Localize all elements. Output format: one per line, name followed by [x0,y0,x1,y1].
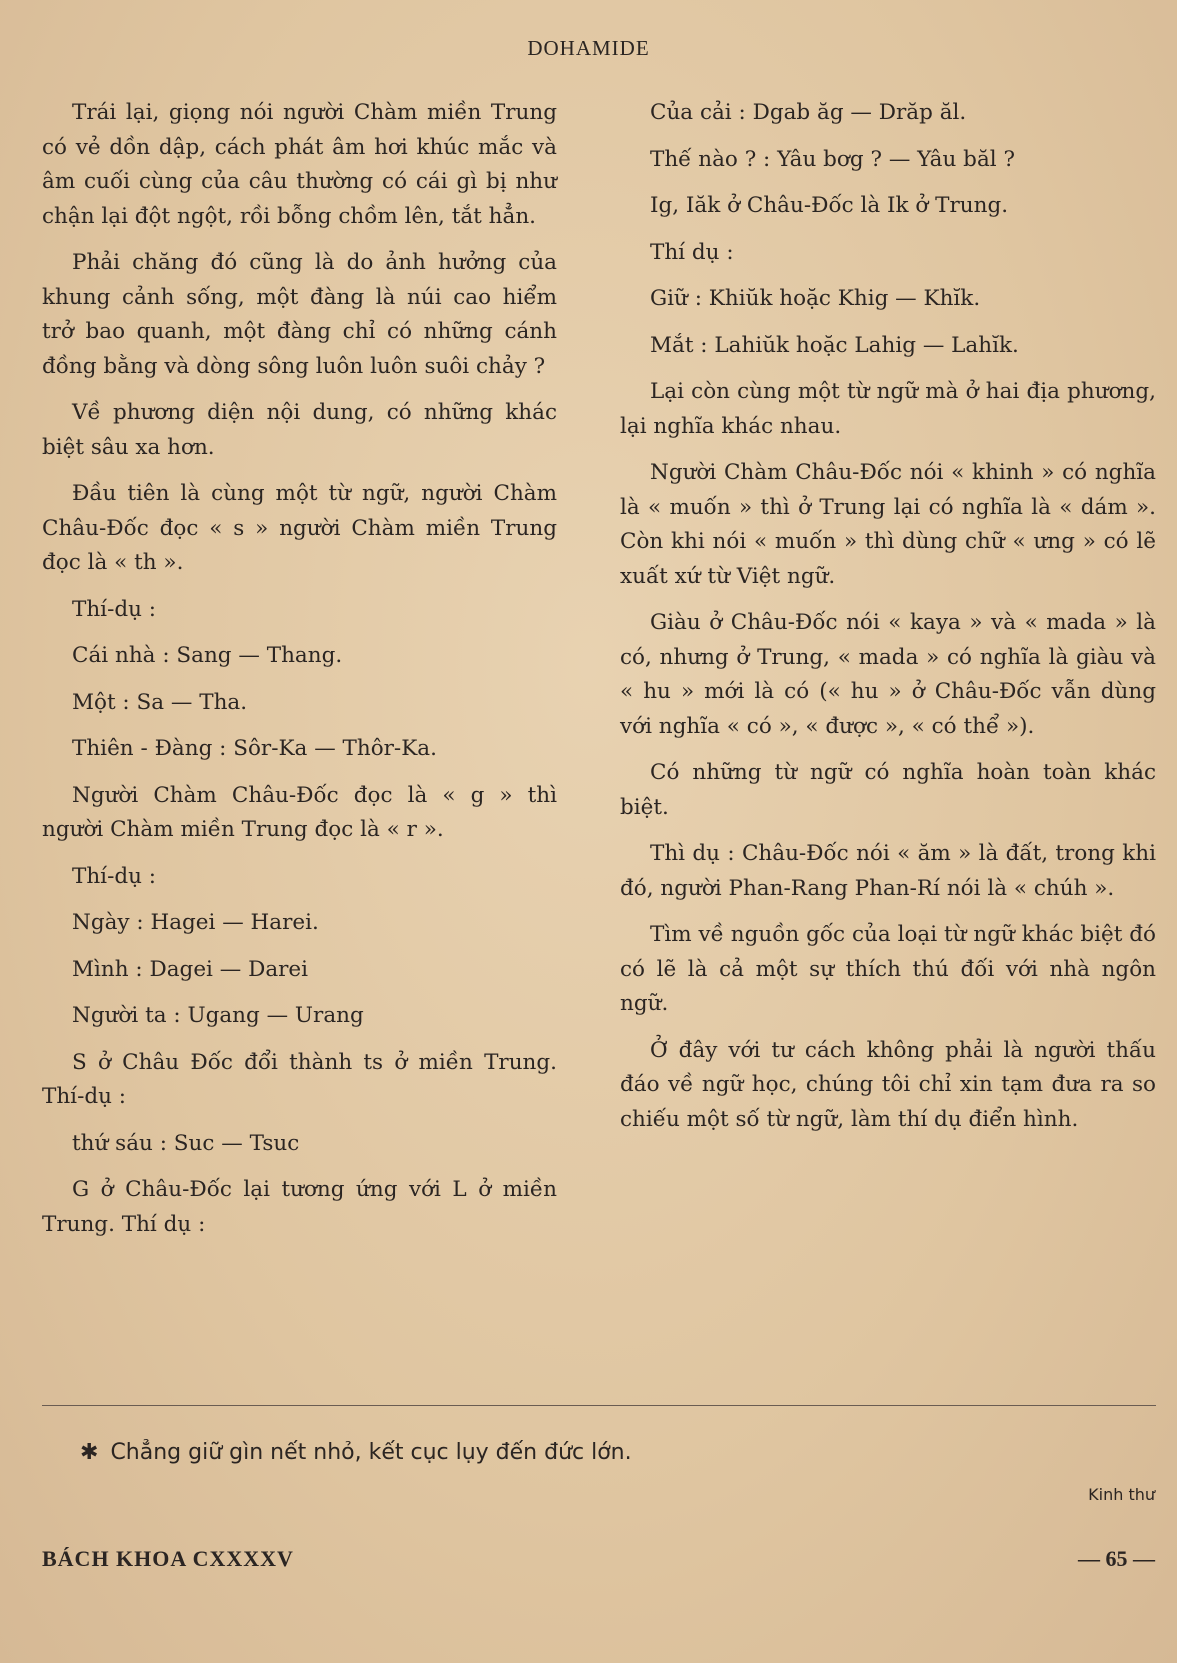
paragraph: Giàu ở Châu-Đốc nói « kaya » và « mada » là có, nhưng ở Trung, « mada » có nghĩa là giàu và « hu » mới là có (« hu » ở Châu-Đốc vẫn dùng với nghĩa « có », « được », « có thể »). [620,610,1156,739]
example-line: thứ sáu : Suc — Tsuc [72,1130,300,1156]
paragraph: Ở đây với tư cách không phải là người thấu đáo về ngữ học, chúng tôi chỉ xin tạm đưa ra so chiếu một số từ ngữ, làm thí dụ điển hình. [620,1037,1156,1132]
right-column [620,96,1156,1149]
example-line: Mắt : Lahiŭk hoặc Lahig — Lahĭk. [650,332,1019,358]
page-number: — 65 — [1078,1546,1155,1571]
left-column [42,96,557,1254]
paragraph: Tìm về nguồn gốc của loại từ ngữ khác biệt đó có lẽ là cả một sự thích thú đối với nhà ngôn ngữ. [620,922,1156,1016]
quote-text: Chẳng giữ gìn nết nhỏ, kết cục lụy đến đức lớn. [110,1440,632,1465]
footer-divider [42,1405,1156,1406]
example-line: Thí-dụ : [72,596,157,622]
paragraph: G ở Châu-Đốc lại tương ứng với L ở miền Trung. Thí dụ : [42,1177,557,1237]
paragraph: Thế nào ? : Yâu bơg ? — Yâu băl ? [650,146,1015,172]
example-line: Của cải : Dgab ăg — Drăp ăl. [650,100,967,125]
paragraph: Lại còn cùng một từ ngữ mà ở hai địa phương, lại nghĩa khác nhau. [620,379,1156,439]
example-line: Giữ : Khiŭk hoặc Khig — Khĭk. [650,286,981,311]
paragraph: Người Chàm Châu-Đốc nói « khinh » có nghĩa là « muốn » thì ở Trung lại có nghĩa là « dám ». Còn khi nói « muốn » thì dùng chữ « ưng » có lẽ xuất xứ từ Việt ngữ. [620,460,1156,589]
example-line: Một : Sa — Tha. [72,689,248,715]
paragraph: S ở Châu Đốc đổi thành ts ở miền Trung. Thí-dụ : [42,1049,557,1109]
quote-attribution: Kinh thư [1088,1485,1155,1504]
example-line: Cái nhà : Sang — Thang. [72,643,343,668]
star-icon: ✱ [80,1440,99,1465]
paragraph: Thì dụ : Châu-Đốc nói « ăm » là đất, trong khi đó, người Phan-Rang Phan-Rí nói là « chúh ». [620,841,1156,901]
example-line: Thí dụ : [650,239,734,265]
paragraph: Đầu tiên là cùng một từ ngữ, người Chàm Châu-Đốc đọc « s » người Chàm miền Trung đọc là « th ». [42,481,557,575]
example-line: Người ta : Ugang — Urang [72,1003,364,1028]
footer-quote [80,1440,1160,1465]
example-line: Mình : Dagei — Darei [72,956,309,982]
example-line: Thí-dụ : [72,863,157,889]
example-line: Thiên - Đàng : Sôr-Ka — Thôr-Ka. [72,736,437,761]
paragraph: Về phương diện nội dung, có những khác biệt sâu xa hơn. [42,400,557,460]
running-head: DOHAMIDE [527,36,650,60]
paragraph: Có những từ ngữ có nghĩa hoàn toàn khác biệt. [620,760,1156,820]
magazine-issue: BÁCH KHOA CXXXXV [42,1546,294,1571]
paragraph: Phải chăng đó cũng là do ảnh hưởng của khung cảnh sống, một đàng là núi cao hiểm trở bao quanh, một đàng chỉ có những cánh đồng bằng và dòng sông luôn luôn suôi chảy ? [42,250,557,379]
paragraph: Trái lại, giọng nói người Chàm miền Trung có vẻ dồn dập, cách phát âm hơi khúc mắc và âm cuối cùng của câu thường có cái gì bị như chận lại đột ngột, rồi bỗng chồm lên, tắt hẳn. [42,100,557,229]
example-line: Ngày : Hagei — Harei. [72,910,319,935]
paragraph: Người Chàm Châu-Đốc đọc là « g » thì người Chàm miền Trung đọc là « r ». [42,782,557,842]
paragraph: Ig, Iăk ở Châu-Đốc là Ik ở Trung. [650,193,1009,218]
